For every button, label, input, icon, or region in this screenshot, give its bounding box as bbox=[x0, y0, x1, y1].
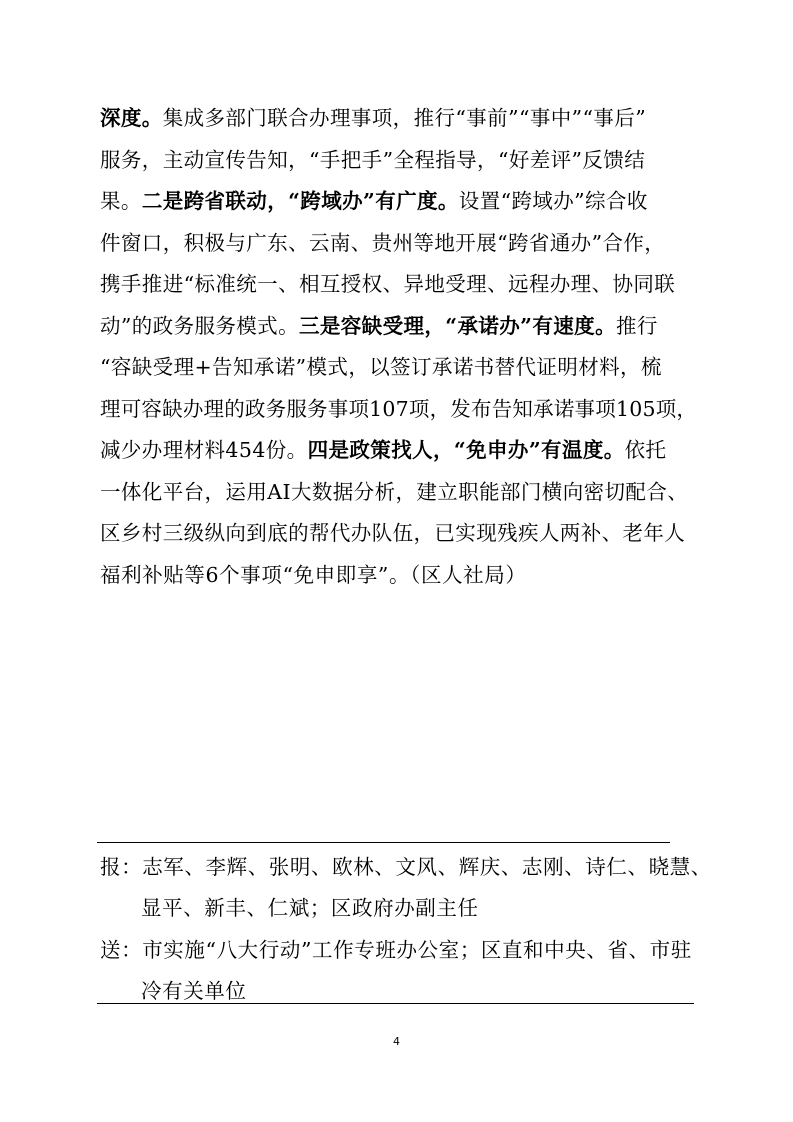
body-line bbox=[100, 347, 700, 389]
body-line bbox=[100, 472, 700, 514]
bold-span: 四是政策找人，“免申办”有温度。 bbox=[307, 438, 625, 462]
bold-span: 深度。 bbox=[100, 106, 163, 130]
report-to-line-2: 显平、新丰、仁斌；区政府办副主任 bbox=[141, 896, 479, 920]
report-to-block bbox=[100, 847, 712, 929]
send-to-line-1: 送：市实施“八大行动”工作专班办公室；区直和中央、省、市驻 bbox=[100, 938, 692, 962]
bold-span: 三是容缺受理，“承诺办”有速度。 bbox=[298, 313, 616, 338]
text-span: 依托 bbox=[624, 438, 667, 462]
text-span: 集成多部门联合办理事项，推行“事前”“事中”“事后” bbox=[162, 106, 647, 130]
report-to-line-1: 报：志军、李辉、张明、欧林、文风、辉庆、志刚、诗仁、晓慧、 bbox=[100, 855, 712, 879]
body-line bbox=[100, 306, 700, 348]
distribution-bottom-rule bbox=[97, 1003, 694, 1004]
body-line bbox=[100, 98, 700, 140]
body-line bbox=[100, 555, 700, 597]
page-number: 4 bbox=[393, 1035, 400, 1048]
text-span: 动”的政务服务模式。 bbox=[100, 313, 299, 338]
body-line bbox=[100, 223, 700, 265]
body-line bbox=[100, 140, 700, 182]
text-span: 果。 bbox=[100, 189, 142, 213]
text-span: 携手推进“标准统一、相互授权、异地受理、远程办理、协同联 bbox=[100, 272, 676, 296]
text-span: “容缺受理+告知承诺”模式，以签订承诺书替代证明材料，梳 bbox=[100, 355, 662, 379]
text-span: 件窗口，积极与广东、云南、贵州等地开展“跨省通办”合作， bbox=[100, 230, 666, 255]
body-line bbox=[100, 264, 700, 306]
text-span: 一体化平台，运用AI大数据分析，建立职能部门横向密切配合、 bbox=[100, 479, 689, 504]
send-to-line-2: 冷有关单位 bbox=[141, 979, 247, 1003]
send-to-block bbox=[100, 930, 692, 1012]
distribution-top-rule bbox=[97, 842, 670, 843]
body-line bbox=[100, 389, 700, 431]
text-span: 设置“跨域办”综合收 bbox=[458, 189, 648, 213]
bold-span: 二是跨省联动，“跨域办”有广度。 bbox=[141, 189, 459, 213]
text-span: 理可容缺办理的政务服务事项107项，发布告知承诺事项105项， bbox=[100, 396, 698, 421]
text-span: 减少办理材料454份。 bbox=[100, 438, 308, 462]
body-line bbox=[100, 430, 700, 472]
text-span: 服务，主动宣传告知，“手把手”全程指导，“好差评”反馈结 bbox=[100, 147, 646, 172]
body-text bbox=[100, 98, 700, 596]
body-line bbox=[100, 513, 700, 555]
text-span: 推行 bbox=[615, 313, 658, 338]
text-span: 福利补贴等6个事项“免申即享”。（区人社局） bbox=[100, 562, 527, 587]
body-line bbox=[100, 181, 700, 223]
text-span: 区乡村三级纵向到底的帮代办队伍，已实现残疾人两补、老年人 bbox=[100, 521, 686, 545]
